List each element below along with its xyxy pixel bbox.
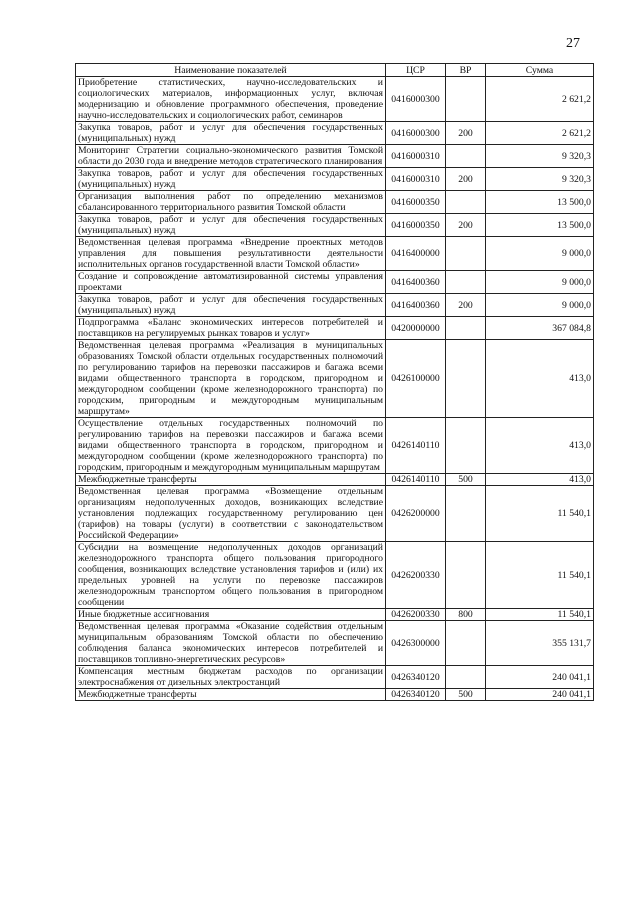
- table-header-row: [76, 64, 594, 77]
- row-sum: 240 041,1: [486, 689, 594, 701]
- row-vr: [446, 418, 486, 474]
- row-sum: 13 500,0: [486, 191, 594, 214]
- table-row: [76, 474, 594, 486]
- row-csr: 0416000350: [386, 214, 446, 237]
- row-csr: 0416000310: [386, 168, 446, 191]
- row-name: Ведомственная целевая программа «Оказание содействия отдельным муниципальным образованиям Томской области по обеспечению соблюдения баланса экономических интересов потребителей и поставщиков топливно-энергетических ресурсов»: [76, 621, 386, 666]
- row-name: Приобретение статистических, научно-исследовательских и социологических материалов, информационных услуг, включая модернизацию и обновление программного обеспечения, проведение научно-исследовательских и социологических работ, семинаров: [76, 77, 386, 122]
- row-vr: [446, 621, 486, 666]
- table-row: [76, 418, 594, 474]
- table-row: [76, 77, 594, 122]
- row-vr: [446, 237, 486, 271]
- page-number: 27: [566, 36, 580, 51]
- header-vr: ВР: [446, 64, 486, 77]
- row-vr: [446, 145, 486, 168]
- row-csr: 0426300000: [386, 621, 446, 666]
- row-csr: 0416400360: [386, 294, 446, 317]
- row-vr: [446, 340, 486, 418]
- row-csr: 0426200330: [386, 609, 446, 621]
- row-vr: 500: [446, 474, 486, 486]
- table-row: [76, 317, 594, 340]
- table-row: [76, 122, 594, 145]
- row-csr: 0416000300: [386, 122, 446, 145]
- row-name: Закупка товаров, работ и услуг для обеспечения государственных (муниципальных) нужд: [76, 294, 386, 317]
- row-name: Ведомственная целевая программа «Реализация в муниципальных образованиях Томской области отдельных государственных полномочий по регулированию тарифов на перевозки пассажиров и багажа всеми видами общественного транспорта в городском, пригородном и междугородном сообщении (кроме железнодорожного транспорта) по городским, пригородным и междугородным муниципальным маршрутам»: [76, 340, 386, 418]
- row-name: Иные бюджетные ассигнования: [76, 609, 386, 621]
- row-csr: 0420000000: [386, 317, 446, 340]
- row-csr: 0426140110: [386, 418, 446, 474]
- table-row: [76, 214, 594, 237]
- row-vr: 200: [446, 168, 486, 191]
- table-row: [76, 621, 594, 666]
- row-csr: 0426340120: [386, 666, 446, 689]
- row-sum: 413,0: [486, 418, 594, 474]
- row-name: Закупка товаров, работ и услуг для обеспечения государственных (муниципальных) нужд: [76, 214, 386, 237]
- row-sum: 367 084,8: [486, 317, 594, 340]
- row-vr: 800: [446, 609, 486, 621]
- row-name: Межбюджетные трансферты: [76, 474, 386, 486]
- row-name: Мониторинг Стратегии социально-экономического развития Томской области до 2030 года и внедрение методов стратегического планирования: [76, 145, 386, 168]
- row-vr: [446, 666, 486, 689]
- row-csr: 0416400000: [386, 237, 446, 271]
- row-csr: 0416000310: [386, 145, 446, 168]
- row-csr: 0416000350: [386, 191, 446, 214]
- row-sum: 11 540,1: [486, 542, 594, 609]
- row-vr: [446, 77, 486, 122]
- row-vr: [446, 271, 486, 294]
- row-name: Организация выполнения работ по определению механизмов сбалансированного территориального развития Томской области: [76, 191, 386, 214]
- row-name: Субсидии на возмещение недополученных доходов организаций железнодорожного транспорта общего пользования пригородного сообщения, возникающих вследствие установления тарифов и (или) их предельных уровней на услуги по перевозке пассажиров железнодорожным транспортом общего пользования в пригородном сообщении: [76, 542, 386, 609]
- table-row: [76, 542, 594, 609]
- table-row: [76, 168, 594, 191]
- row-sum: 2 621,2: [486, 77, 594, 122]
- row-name: Компенсация местным бюджетам расходов по организации электроснабжения от дизельных электростанций: [76, 666, 386, 689]
- row-csr: 0426200330: [386, 542, 446, 609]
- header-sum: Сумма: [486, 64, 594, 77]
- table-row: [76, 609, 594, 621]
- row-vr: 200: [446, 214, 486, 237]
- row-name: Осуществление отдельных государственных полномочий по регулированию тарифов на перевозки пассажиров и багажа всеми видами общественного транспорта в городском, пригородном и междугородном сообщении (кроме железнодорожного транспорта) по городским, пригородным и междугородным муниципальным маршрутам: [76, 418, 386, 474]
- row-name: Закупка товаров, работ и услуг для обеспечения государственных (муниципальных) нужд: [76, 168, 386, 191]
- row-vr: 200: [446, 294, 486, 317]
- row-sum: 13 500,0: [486, 214, 594, 237]
- row-vr: [446, 191, 486, 214]
- row-vr: [446, 486, 486, 542]
- header-name: Наименование показателей: [76, 64, 386, 77]
- table-row: [76, 271, 594, 294]
- row-sum: 2 621,2: [486, 122, 594, 145]
- row-vr: [446, 542, 486, 609]
- row-sum: 355 131,7: [486, 621, 594, 666]
- row-csr: 0426100000: [386, 340, 446, 418]
- row-name: Ведомственная целевая программа «Возмещение отдельным организациям недополученных доходов, возникающих вследствие установления подлежащих государственному регулированию цен (тарифов) на товары (услуги) в соответствии с законодательством Российской Федерации»: [76, 486, 386, 542]
- row-csr: 0416400360: [386, 271, 446, 294]
- row-vr: [446, 317, 486, 340]
- budget-table: [75, 63, 594, 701]
- table-row: [76, 689, 594, 701]
- table-row: [76, 486, 594, 542]
- row-sum: 9 000,0: [486, 237, 594, 271]
- table-row: [76, 145, 594, 168]
- row-sum: 413,0: [486, 474, 594, 486]
- row-sum: 240 041,1: [486, 666, 594, 689]
- header-csr: ЦСР: [386, 64, 446, 77]
- row-csr: 0416000300: [386, 77, 446, 122]
- row-name: Создание и сопровождение автоматизированной системы управления проектами: [76, 271, 386, 294]
- row-sum: 11 540,1: [486, 609, 594, 621]
- row-name: Закупка товаров, работ и услуг для обеспечения государственных (муниципальных) нужд: [76, 122, 386, 145]
- row-sum: 9 320,3: [486, 145, 594, 168]
- row-sum: 9 000,0: [486, 271, 594, 294]
- table-row: [76, 666, 594, 689]
- row-sum: 11 540,1: [486, 486, 594, 542]
- row-sum: 9 000,0: [486, 294, 594, 317]
- table-body: [76, 77, 594, 701]
- row-name: Подпрограмма «Баланс экономических интересов потребителей и поставщиков на регулируемых рынках товаров и услуг»: [76, 317, 386, 340]
- row-csr: 0426340120: [386, 689, 446, 701]
- row-name: Ведомственная целевая программа «Внедрение проектных методов управления для повышения результативности деятельности исполнительных органов государственной власти Томской области»: [76, 237, 386, 271]
- row-csr: 0426200000: [386, 486, 446, 542]
- table-row: [76, 237, 594, 271]
- row-csr: 0426140110: [386, 474, 446, 486]
- table-row: [76, 340, 594, 418]
- row-sum: 413,0: [486, 340, 594, 418]
- table-row: [76, 191, 594, 214]
- row-name: Межбюджетные трансферты: [76, 689, 386, 701]
- row-vr: 200: [446, 122, 486, 145]
- row-sum: 9 320,3: [486, 168, 594, 191]
- table-row: [76, 294, 594, 317]
- row-vr: 500: [446, 689, 486, 701]
